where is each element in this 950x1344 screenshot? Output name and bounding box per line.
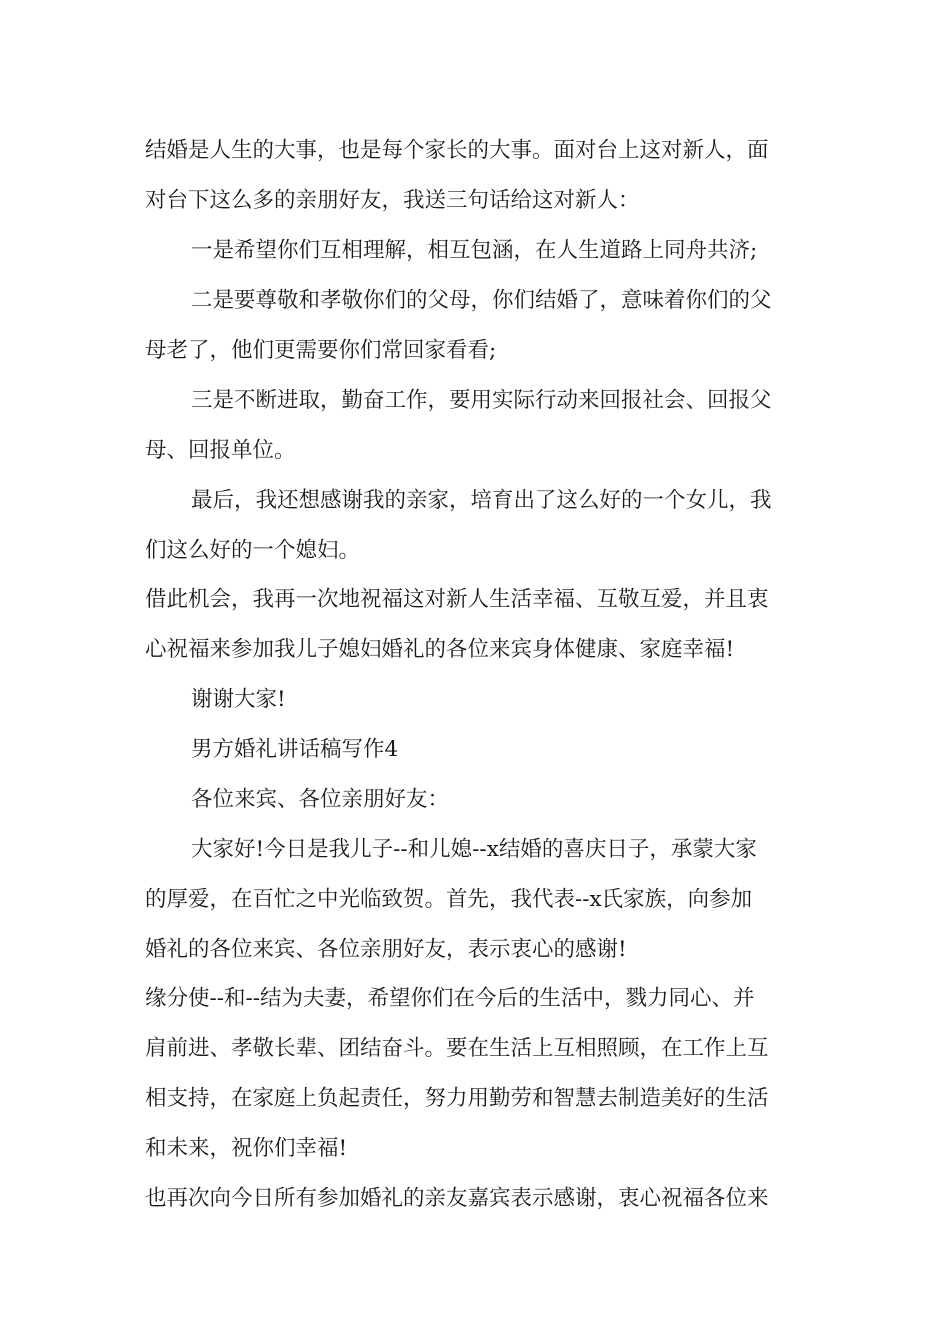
text-line: 母老了，他们更需要你们常回家看看; (145, 338, 497, 363)
text-line: 们这么好的一个媳妇。 (145, 538, 361, 563)
text-line: 对台下这么多的亲朋好友，我送三句话给这对新人： (145, 188, 640, 213)
text-line: 也再次向今日所有参加婚礼的亲友嘉宾表示感谢，衷心祝福各位来 (145, 1186, 769, 1211)
text-line: 借此机会，我再一次地祝福这对新人生活幸福、互敬互爱，并且衷 (145, 587, 769, 612)
text-line: 谢谢大家! (191, 687, 286, 712)
section-heading: 男方婚礼讲话稿写作4 (191, 737, 399, 762)
text-line: 缘分使--和--结为夫妻，希望你们在今后的生活中，戮力同心、并 (145, 986, 755, 1011)
text-line: 母、回报单位。 (145, 438, 296, 463)
text-line: 心祝福来参加我儿子媳妇婚礼的各位来宾身体健康、家庭幸福! (145, 637, 735, 662)
text-line: 婚礼的各位来宾、各位亲朋好友，表示衷心的感谢! (145, 937, 627, 962)
text-line: 的厚爱，在百忙之中光临致贺。首先，我代表--x氏家族，向参加 (145, 887, 753, 912)
text-line: 和未来，祝你们幸福! (145, 1136, 348, 1161)
text-line: 相支持，在家庭上负起责任，努力用勤劳和智慧去制造美好的生活 (145, 1086, 769, 1111)
text-line: 大家好!今日是我儿子--和儿媳--x结婚的喜庆日子，承蒙大家 (191, 837, 757, 862)
text-line: 肩前进、孝敬长辈、团结奋斗。要在生活上互相照顾，在工作上互 (145, 1036, 769, 1061)
text-line: 一是希望你们互相理解，相互包涵，在人生道路上同舟共济; (191, 238, 758, 263)
text-line: 各位来宾、各位亲朋好友： (191, 787, 450, 812)
text-line: 最后，我还想感谢我的亲家，培育出了这么好的一个女儿，我 (191, 488, 772, 513)
text-line: 结婚是人生的大事，也是每个家长的大事。面对台上这对新人，面 (145, 138, 769, 163)
text-line: 三是不断进取，勤奋工作，要用实际行动来回报社会、回报父 (191, 388, 772, 413)
text-line: 二是要尊敬和孝敬你们的父母，你们结婚了，意味着你们的父 (191, 288, 772, 313)
